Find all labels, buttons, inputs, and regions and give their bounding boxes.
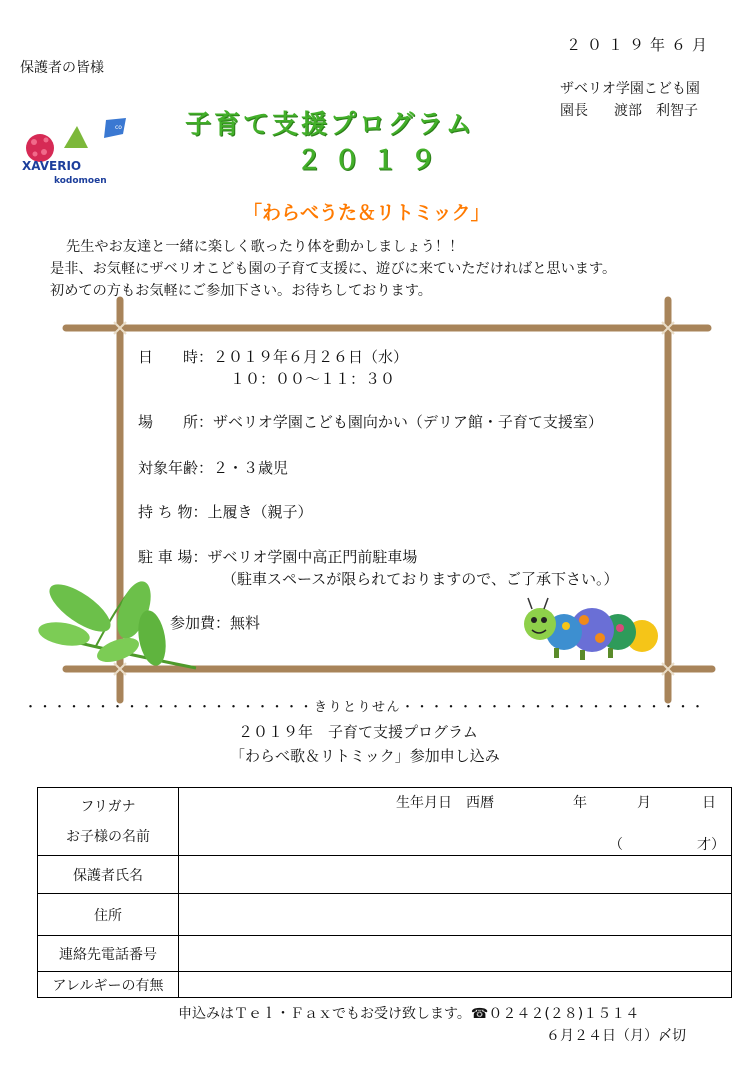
furigana-label: フリガナ bbox=[80, 798, 136, 815]
place-value: ザベリオ学園こども園向かい（デリア館・子育て支援室） bbox=[213, 413, 603, 431]
child-name-label: お子様の名前 bbox=[66, 828, 150, 845]
cut-line: ・・・・・・・・・・・・・・・・・・・・きりとりせん・・・・・・・・・・・・・・・・・・・・・ bbox=[24, 700, 706, 715]
age-open: （ bbox=[609, 837, 623, 853]
age-close: 才） bbox=[697, 837, 725, 853]
parking-row bbox=[138, 546, 417, 567]
svg-text:co: co bbox=[115, 124, 122, 131]
time-value: １０：００〜１１：３０ bbox=[230, 370, 396, 388]
form-row-child bbox=[38, 788, 732, 856]
form-title: ２０１９年 子育て支援プログラム bbox=[238, 723, 478, 741]
age-row bbox=[138, 457, 288, 478]
logo-line2: kodomoen bbox=[54, 176, 107, 186]
principal-name: 渡部 利智子 bbox=[614, 103, 698, 119]
intro-line: 是非、お気軽にザベリオこども園の子育て支援に、遊びに来ていただければと思います。 bbox=[50, 261, 617, 277]
birthday-month: 月 bbox=[637, 795, 651, 811]
datetime-value: ２０１９年６月２６日（水） bbox=[213, 348, 409, 366]
application-form bbox=[37, 787, 732, 998]
phone-label: 連絡先電話番号 bbox=[38, 936, 179, 972]
address-label: 住所 bbox=[38, 894, 179, 936]
program-title: 子育て支援プログラム bbox=[185, 110, 475, 140]
items-row bbox=[138, 501, 313, 522]
intro-line: 先生やお友達と一緒に楽しく歌ったり体を動かしましょう！！ bbox=[66, 239, 464, 255]
parking-label: 駐 車 場： bbox=[138, 548, 208, 566]
event-subtitle: 「わらべうた＆リトミック」 bbox=[243, 202, 490, 224]
school-block bbox=[560, 78, 700, 122]
caterpillar-illustration bbox=[514, 592, 664, 672]
school-name: ザベリオ学園こども園 bbox=[560, 81, 700, 97]
age-label: 対象年齢： bbox=[138, 459, 214, 477]
principal-line bbox=[560, 100, 700, 122]
place-row bbox=[138, 411, 603, 432]
items-value: 上履き（親子） bbox=[207, 503, 313, 521]
datetime-row bbox=[138, 346, 408, 367]
form-row-allergy bbox=[38, 972, 732, 998]
guardian-field[interactable] bbox=[179, 856, 732, 894]
allergy-field[interactable] bbox=[179, 972, 732, 998]
datetime-label: 日 時： bbox=[138, 348, 214, 366]
addressee: 保護者の皆様 bbox=[20, 60, 104, 76]
address-field[interactable] bbox=[179, 894, 732, 936]
form-row-phone bbox=[38, 936, 732, 972]
birthday-day: 日 bbox=[702, 795, 716, 811]
footer-contact: 申込みはＴｅｌ・Ｆａｘでもお受け致します。☎０２４２(２８)１５１４ bbox=[178, 1006, 640, 1022]
parking-note: （駐車スペースが限られておりますので、ご了承下さい。） bbox=[222, 570, 619, 588]
phone-field[interactable] bbox=[179, 936, 732, 972]
intro-text bbox=[50, 236, 616, 302]
document-date: ２０１９年６月 bbox=[566, 36, 714, 54]
child-name-field[interactable] bbox=[179, 788, 732, 856]
parking-value: ザベリオ学園中高正門前駐車場 bbox=[207, 548, 418, 566]
guardian-label: 保護者氏名 bbox=[38, 856, 179, 894]
form-subtitle: 「わらべ歌＆リトミック」参加申し込み bbox=[230, 747, 500, 765]
logo-line1: XAVERIO bbox=[22, 159, 82, 173]
principal-role: 園長 bbox=[560, 103, 588, 119]
program-year: ２０１９ bbox=[296, 146, 449, 176]
fee-value: 無料 bbox=[230, 614, 261, 632]
birthday-year: 年 bbox=[573, 795, 587, 811]
allergy-label: アレルギーの有無 bbox=[38, 972, 179, 998]
child-label-cell bbox=[38, 788, 179, 856]
fee-row bbox=[170, 612, 260, 633]
form-row-guardian bbox=[38, 856, 732, 894]
items-label: 持 ち 物： bbox=[138, 503, 208, 521]
age-value: ２・３歳児 bbox=[213, 459, 289, 477]
xaverio-logo bbox=[20, 112, 140, 192]
place-label: 場 所： bbox=[138, 413, 214, 431]
footer-deadline: ６月２４日（月）〆切 bbox=[546, 1028, 686, 1044]
birthday-label: 生年月日 西暦 bbox=[396, 795, 494, 811]
fee-label: 参加費： bbox=[170, 614, 231, 632]
form-row-address bbox=[38, 894, 732, 936]
intro-line: 初めての方もお気軽にご参加下さい。お待ちしております。 bbox=[50, 283, 432, 299]
